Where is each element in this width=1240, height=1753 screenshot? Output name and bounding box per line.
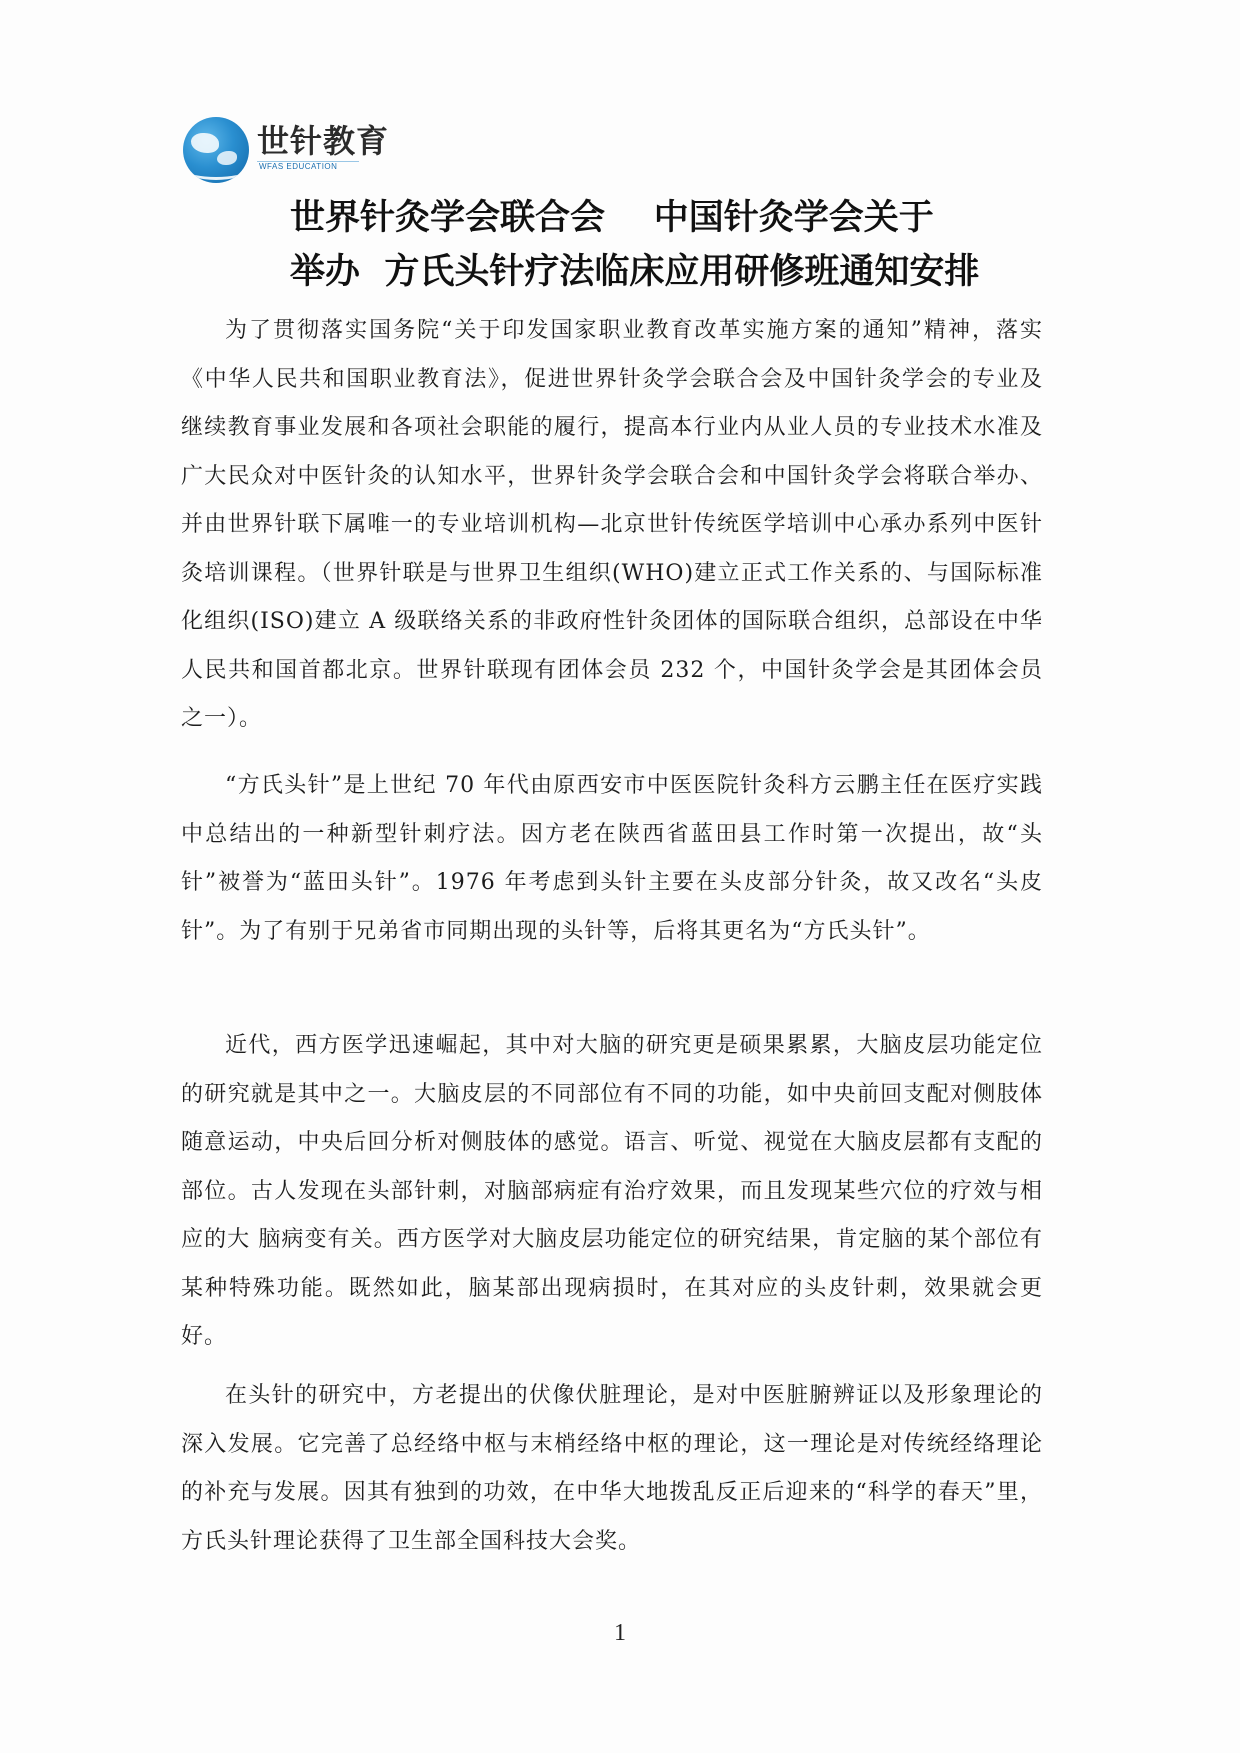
- document-title-line-2: 举办 方氏头针疗法临床应用研修班通知安排: [290, 252, 980, 292]
- document-title-line-1: 世界针灸学会联合会 中国针灸学会关于: [290, 198, 934, 238]
- logo: [183, 117, 389, 183]
- paragraph-1: 为了贯彻落实国务院“关于印发国家职业教育改革实施方案的通知”精神，落实《中华人民共和国职业教育法》，促进世界针灸学会联合会及中国针灸学会的专业及继续教育事业发展和各项社会职能的履行，提高本行业内从业人员的专业技术水准及广大民众对中医针灸的认知水平，世界针灸学会联合会和中国针灸学会将联合举办、并由世界针联下属唯一的专业培训机构—北京世针传统医学培训中心承办系列中医针灸培训课程。（世界针联是与世界卫生组织(WHO)建立正式工作关系的、与国际标准化组织(ISO)建立 A 级联络关系的非政府性针灸团体的国际联合组织，总部设在中华人民共和国首都北京。世界针联现有团体会员 232 个，中国针灸学会是其团体会员之一）。: [181, 318, 1043, 731]
- paragraph-3: 近代，西方医学迅速崛起，其中对大脑的研究更是硕果累累，大脑皮层功能定位的研究就是其中之一。大脑皮层的不同部位有不同的功能，如中央前回支配对侧肢体随意运动，中央后回分析对侧肢体的感觉。语言、听觉、视觉在大脑皮层都有支配的部位。古人发现在头部针刺，对脑部病症有治疗效果，而且发现某些穴位的疗效与相应的大 脑病变有关。西方医学对大脑皮层功能定位的研究结果，肯定脑的某个部位有某种特殊功能。既然如此，脑某部出现病损时，在其对应的头皮针刺，效果就会更好。: [181, 1033, 1043, 1349]
- paragraph-4: 在头针的研究中，方老提出的伏像伏脏理论，是对中医脏腑辨证以及形象理论的深入发展。它完善了总经络中枢与末梢经络中枢的理论，这一理论是对传统经络理论的补充与发展。因其有独到的功效，在中华大地拨乱反正后迎来的“科学的春天”里，方氏头针理论获得了卫生部全国科技大会奖。: [181, 1383, 1043, 1554]
- logo-name-en: WFAS EDUCATION: [257, 161, 359, 171]
- globe-icon: [183, 117, 249, 183]
- page-number: 1: [614, 1620, 626, 1646]
- logo-name-cn: 世针教育: [257, 122, 390, 160]
- logo-text: [257, 123, 389, 171]
- paragraph-2: “方氏头针”是上世纪 70 年代由原西安市中医医院针灸科方云鹏主任在医疗实践中总结出的一种新型针刺疗法。因方老在陕西省蓝田县工作时第一次提出，故“头针”被誉为“蓝田头针”。1976 年考虑到头针主要在头皮部分针灸，故又改名“头皮针”。为了有别于兄弟省市同期出现的头针等，后将其更名为“方氏头针”。: [181, 773, 1043, 944]
